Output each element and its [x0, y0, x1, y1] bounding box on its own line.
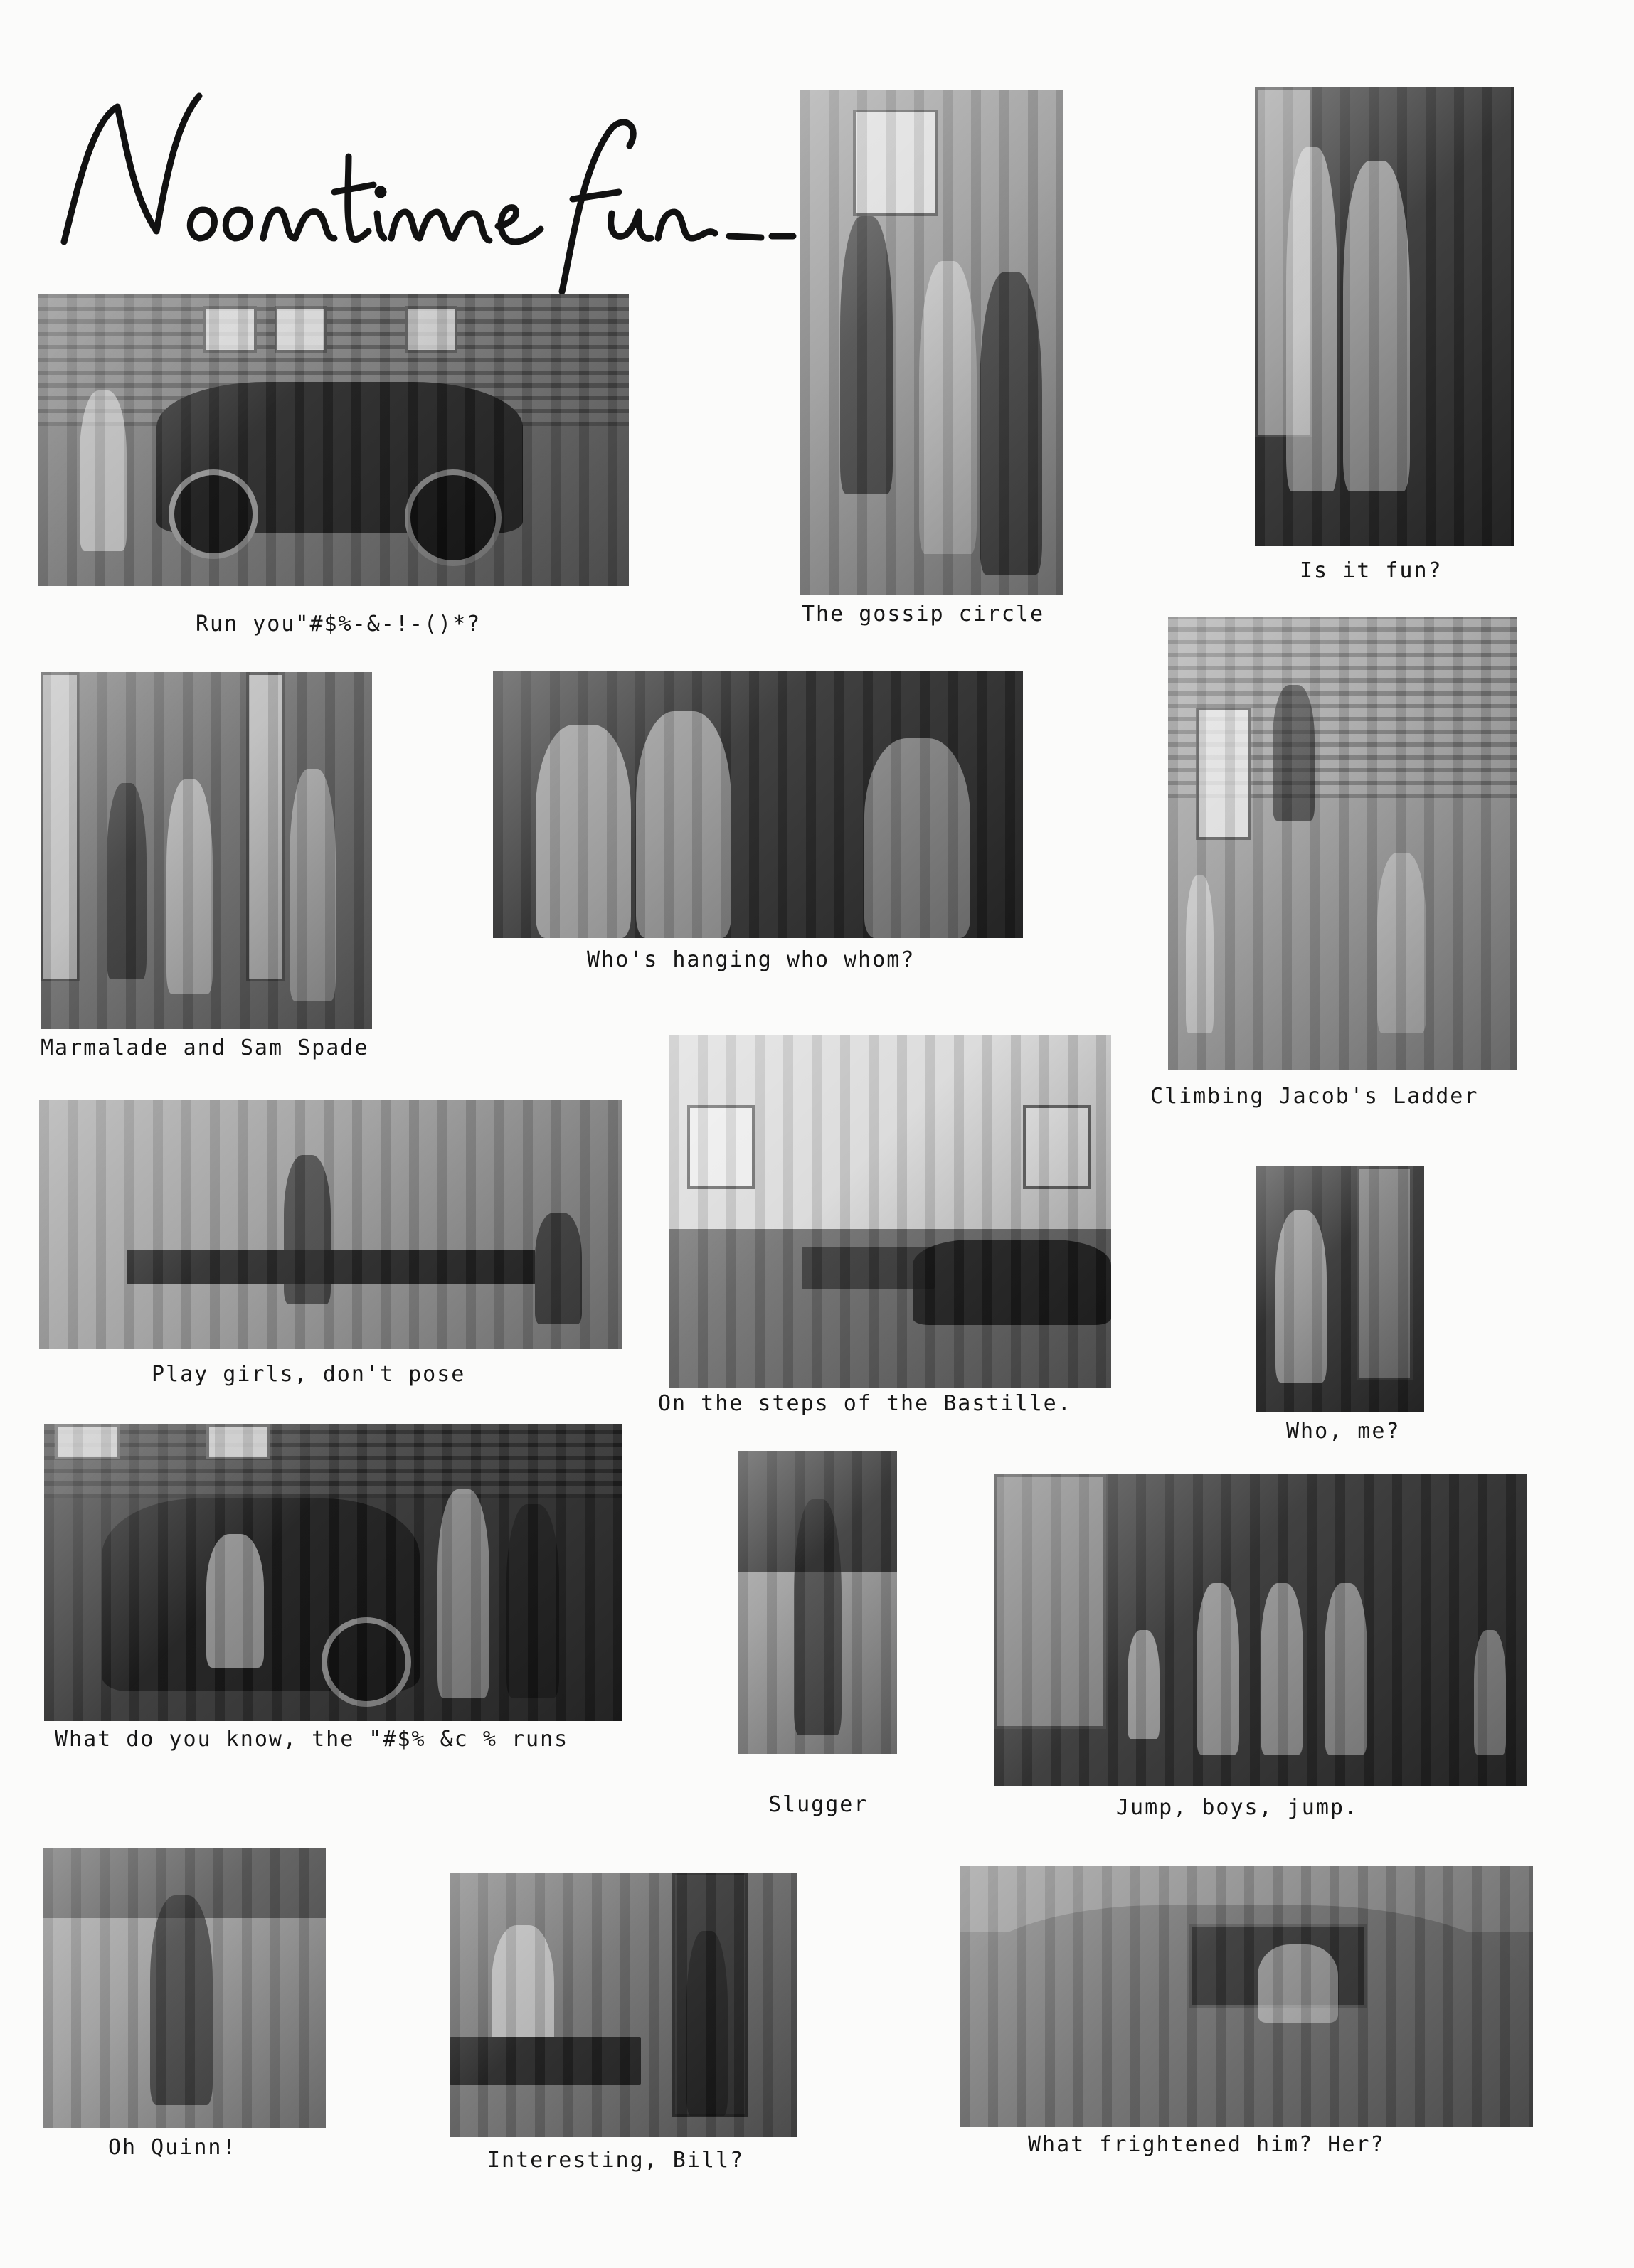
photo-car-run [38, 294, 629, 586]
caption-car-run: Run you"#$%-&-!-()*? [196, 612, 482, 637]
caption-frightened: What frightened him? Her? [1028, 2132, 1385, 2157]
caption-bill: Interesting, Bill? [487, 2148, 745, 2173]
caption-gossip: The gossip circle [802, 602, 1045, 627]
photo-couple [1255, 87, 1514, 546]
page-title [50, 78, 804, 306]
photo-marmalade [41, 672, 372, 1029]
handwritten-title-graphic [50, 78, 804, 306]
photo-ladder [1168, 617, 1517, 1070]
caption-bastille: On the steps of the Bastille. [658, 1391, 1072, 1416]
caption-car-runs: What do you know, the "#$% &c % runs [55, 1727, 569, 1752]
photo-bastille [669, 1035, 1111, 1388]
photo-whome [1256, 1166, 1424, 1412]
photo-blackboard [493, 671, 1023, 938]
caption-pingpong: Play girls, don't pose [152, 1362, 466, 1387]
caption-couple: Is it fun? [1300, 558, 1443, 583]
caption-blackboard: Who's hanging who whom? [587, 947, 916, 972]
caption-ladder: Climbing Jacob's Ladder [1150, 1084, 1479, 1109]
caption-whome: Who, me? [1286, 1419, 1401, 1444]
photo-slugger [738, 1451, 897, 1754]
photo-gossip [800, 90, 1063, 595]
photo-frightened [960, 1866, 1533, 2127]
caption-quinn: Oh Quinn! [108, 2135, 237, 2160]
caption-slugger: Slugger [768, 1792, 869, 1817]
photo-quinn [43, 1848, 326, 2128]
photo-car-runs [44, 1424, 622, 1721]
photo-pingpong [39, 1100, 622, 1349]
caption-basketball: Jump, boys, jump. [1116, 1795, 1359, 1820]
photo-basketball [994, 1474, 1527, 1786]
photo-bill [450, 1873, 797, 2137]
caption-marmalade: Marmalade and Sam Spade [41, 1035, 369, 1060]
